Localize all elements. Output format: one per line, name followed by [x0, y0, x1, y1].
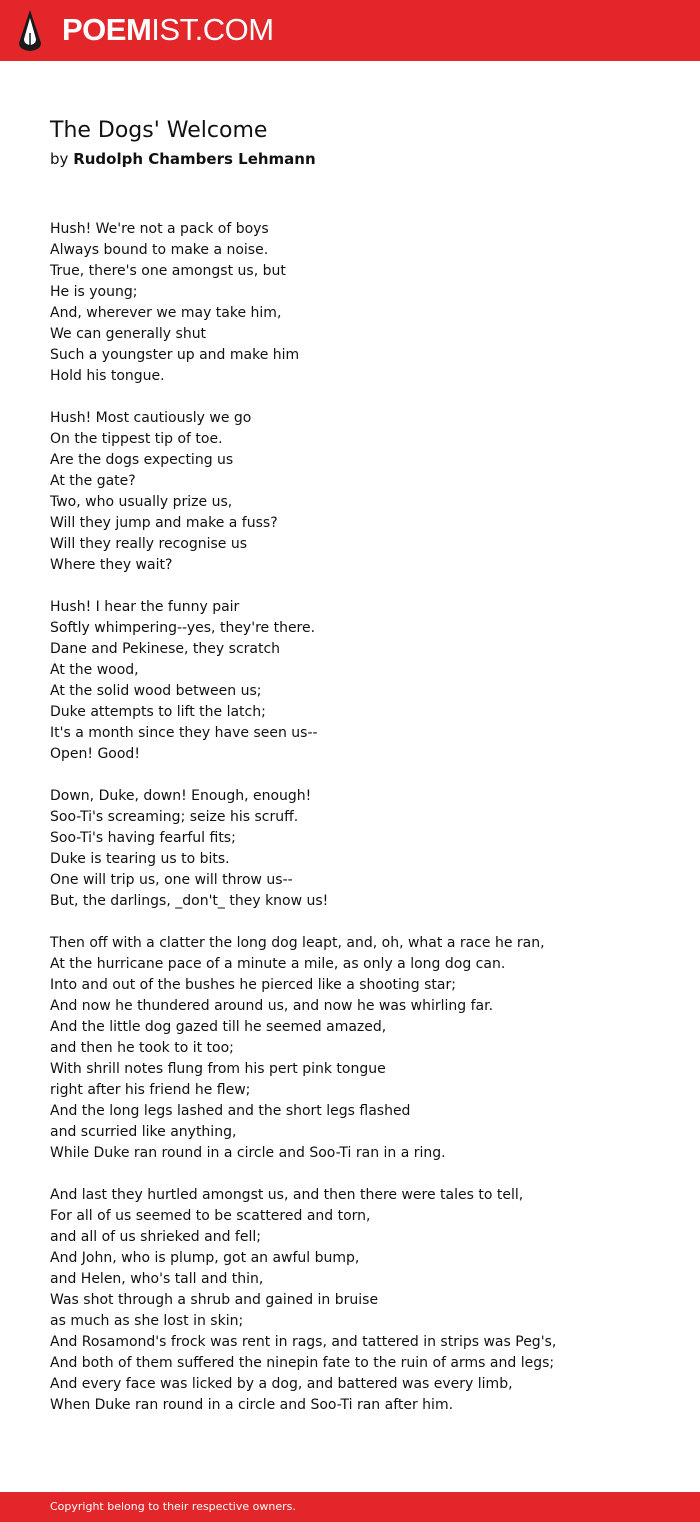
- brand-name-bold: POEM: [62, 12, 152, 47]
- poem-line: We can generally shut: [50, 326, 207, 342]
- poem-line: and then he took to it too;: [50, 1040, 234, 1056]
- poem-line: Soo-Ti's screaming; seize his scruff.: [50, 809, 299, 825]
- poem-line: Was shot through a shrub and gained in bruise: [50, 1292, 379, 1308]
- poem-line: Hold his tongue.: [50, 368, 165, 384]
- stanza: [50, 786, 670, 912]
- poem-line: Are the dogs expecting us: [50, 452, 234, 468]
- stanza: [50, 1185, 670, 1416]
- poem-line: And last they hurtled amongst us, and then there were tales to tell,: [50, 1187, 524, 1203]
- poem-line: Then off with a clatter the long dog leapt, and, oh, what a race he ran,: [50, 935, 545, 951]
- poem-line: Will they really recognise us: [50, 536, 248, 552]
- poem-line: Always bound to make a noise.: [50, 242, 269, 258]
- poem-line: For all of us seemed to be scattered and torn,: [50, 1208, 371, 1224]
- poem-line: One will trip us, one will throw us--: [50, 872, 293, 888]
- poem-line: And the long legs lashed and the short legs flashed: [50, 1103, 411, 1119]
- poem-line: Such a youngster up and make him: [50, 347, 300, 363]
- stanza: [50, 219, 670, 387]
- site-header: [0, 0, 700, 61]
- poem-line: as much as she lost in skin;: [50, 1313, 244, 1329]
- poem-line: At the gate?: [50, 473, 136, 489]
- copyright-notice: Copyright belong to their respective owners.: [50, 1500, 296, 1513]
- poem-line: And the little dog gazed till he seemed amazed,: [50, 1019, 387, 1035]
- poem-title: The Dogs' Welcome: [50, 118, 268, 143]
- poem-line: He is young;: [50, 284, 138, 300]
- poem-line: and scurried like anything,: [50, 1124, 237, 1140]
- site-footer: [0, 1492, 700, 1522]
- poem-line: Hush! I hear the funny pair: [50, 599, 240, 615]
- poem-line: At the hurricane pace of a minute a mile, as only a long dog can.: [50, 956, 506, 972]
- poem-line: Will they jump and make a fuss?: [50, 515, 278, 531]
- stanza: [50, 933, 670, 1164]
- poem-line: Where they wait?: [50, 557, 173, 573]
- site-logo[interactable]: [62, 12, 274, 48]
- poem-line: Soo-Ti's having fearful fits;: [50, 830, 236, 846]
- poem-line: But, the darlings, _don't_ they know us!: [50, 893, 329, 909]
- poem-line: At the solid wood between us;: [50, 683, 262, 699]
- author-name: Rudolph Chambers Lehmann: [73, 150, 316, 168]
- poem-line: Hush! Most cautiously we go: [50, 410, 252, 426]
- stanza: [50, 408, 670, 576]
- poem-line: Open! Good!: [50, 746, 140, 762]
- poem-line: Into and out of the bushes he pierced like a shooting star;: [50, 977, 456, 993]
- poem-line: When Duke ran round in a circle and Soo-Ti ran after him.: [50, 1397, 454, 1413]
- poem-line: Softly whimpering--yes, they're there.: [50, 620, 316, 636]
- poem-line: And Rosamond's frock was rent in rags, and tattered in strips was Peg's,: [50, 1334, 557, 1350]
- poem-line: While Duke ran round in a circle and Soo-Ti ran in a ring.: [50, 1145, 446, 1161]
- poem-line: and Helen, who's tall and thin,: [50, 1271, 264, 1287]
- brand-name-light: IST.COM: [151, 12, 274, 47]
- poem-line: Duke attempts to lift the latch;: [50, 704, 266, 720]
- poem-line: Hush! We're not a pack of boys: [50, 221, 269, 237]
- poem-line: It's a month since they have seen us--: [50, 725, 318, 741]
- poem-line: And both of them suffered the ninepin fate to the ruin of arms and legs;: [50, 1355, 555, 1371]
- poem-line: and all of us shrieked and fell;: [50, 1229, 261, 1245]
- by-label: by: [50, 150, 69, 168]
- pen-nib-icon[interactable]: [17, 9, 43, 53]
- poem-body: [50, 219, 670, 1437]
- poem-line: Duke is tearing us to bits.: [50, 851, 230, 867]
- poem-line: And every face was licked by a dog, and battered was every limb,: [50, 1376, 513, 1392]
- stanza: [50, 597, 670, 765]
- poem-line: With shrill notes flung from his pert pink tongue: [50, 1061, 386, 1077]
- poem-line: Down, Duke, down! Enough, enough!: [50, 788, 312, 804]
- poem-line: right after his friend he flew;: [50, 1082, 251, 1098]
- byline: [50, 148, 316, 170]
- poem-line: At the wood,: [50, 662, 139, 678]
- poem-line: And, wherever we may take him,: [50, 305, 282, 321]
- poem-line: True, there's one amongst us, but: [50, 263, 286, 279]
- poem-line: And John, who is plump, got an awful bump,: [50, 1250, 360, 1266]
- poem-line: Dane and Pekinese, they scratch: [50, 641, 281, 657]
- poem-line: On the tippest tip of toe.: [50, 431, 223, 447]
- poem-line: And now he thundered around us, and now he was whirling far.: [50, 998, 494, 1014]
- poem-line: Two, who usually prize us,: [50, 494, 233, 510]
